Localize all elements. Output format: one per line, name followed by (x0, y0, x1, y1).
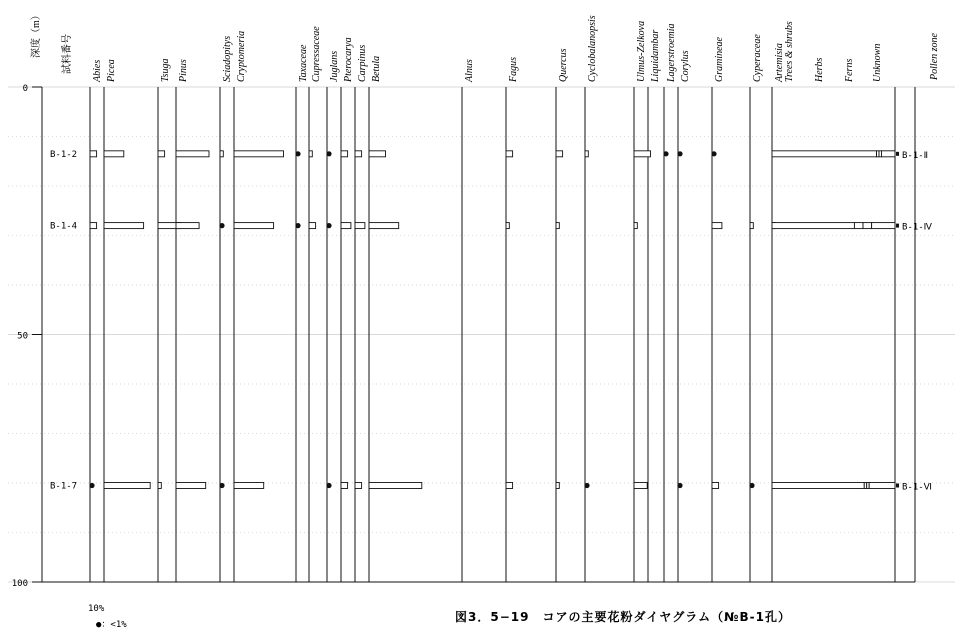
pollen-bar (158, 151, 165, 157)
pollen-zone-label: B-1-Ⅱ (902, 150, 929, 161)
taxon-header: Sciadopitys (222, 35, 233, 82)
depth-tick-label: 0 (22, 84, 28, 94)
pollen-bar (309, 151, 312, 157)
summary-header: Ferns (844, 58, 855, 82)
pollen-bar (341, 151, 348, 157)
taxon-header: Tsuga (160, 58, 171, 82)
pollen-bar (506, 223, 509, 229)
label-layer (12, 15, 933, 589)
taxon-header: Fagus (508, 57, 519, 82)
trace-dot (677, 483, 682, 488)
trace-dot (219, 483, 224, 488)
summary-segment (863, 223, 872, 229)
pollen-bar (309, 223, 316, 229)
summary-segment (854, 223, 863, 229)
taxon-header: Pinus (178, 59, 189, 82)
pollen-bar (104, 151, 124, 157)
sample-id: B-1-2 (50, 149, 78, 160)
pollen-bar (585, 151, 588, 157)
pollen-zone-label: B-1-Ⅵ (902, 482, 932, 493)
zone-marker (896, 483, 899, 487)
pollen-bar (355, 151, 362, 157)
pollen-bar (341, 482, 348, 488)
trace-legend: ●：<1% (96, 620, 127, 630)
trace-dot (326, 151, 331, 156)
taxon-header: Artemisia (774, 43, 785, 82)
taxon-header: Pterocarya (343, 37, 354, 82)
trace-dot (326, 483, 331, 488)
taxon-header: Quercus (558, 48, 569, 82)
pollen-bar (355, 223, 365, 229)
summary-segment (869, 482, 895, 488)
summary-header: Trees & shrubs (784, 21, 795, 82)
pollen-bar (176, 482, 206, 488)
pollen-bar (234, 482, 264, 488)
sample-axis-label: 試料番号 (62, 34, 73, 74)
grid-layer (8, 87, 955, 582)
pollen-bar (556, 482, 559, 488)
pollen-bar (90, 151, 97, 157)
taxon-header: Corylus (680, 50, 691, 82)
pollen-bar (176, 223, 199, 229)
pollen-bar (506, 482, 513, 488)
pollen-bar (750, 223, 753, 229)
pollen-bar (104, 482, 150, 488)
pollen-bar (369, 151, 386, 157)
pollen-bar (556, 223, 559, 229)
pollen-bar (220, 151, 223, 157)
taxon-header: Gramineae (714, 37, 725, 82)
pollen-bar (634, 482, 647, 488)
pollen-bar (341, 223, 351, 229)
taxon-header: Juglans (329, 50, 340, 82)
summary-header: Unknown (872, 43, 883, 82)
trace-dot (711, 151, 716, 156)
pollen-bar (712, 223, 722, 229)
taxon-header: Liquidambar (650, 29, 661, 82)
pollen-zone-label: B-1-Ⅳ (902, 222, 932, 233)
taxon-header: Carpinus (357, 44, 368, 82)
pollen-bar (369, 482, 422, 488)
pollen-bar (104, 223, 144, 229)
pollen-bar (234, 151, 284, 157)
taxon-header: Picea (106, 59, 117, 82)
depth-tick-label: 100 (11, 579, 28, 589)
pollen-bar (506, 151, 513, 157)
summary-segment (872, 223, 895, 229)
trace-dot (295, 223, 300, 228)
taxon-header: Cyperaceae (752, 34, 763, 82)
pollen-bar (90, 223, 97, 229)
taxon-header: Cupressaceae (311, 26, 322, 82)
pollen-bar (234, 223, 274, 229)
trace-dot (295, 151, 300, 156)
taxon-header: Alnus (464, 59, 475, 82)
taxon-header: Cryptomeria (236, 30, 247, 82)
pollen-bar (634, 151, 651, 157)
trace-dot (219, 223, 224, 228)
summary-header: Herbs (814, 57, 825, 82)
scale-label: 10% (88, 604, 105, 614)
summary-segment (772, 482, 864, 488)
figure-caption: 図3．5−19 コアの主要花粉ダイヤグラム（№B-1孔） (455, 610, 792, 624)
zone-marker (896, 152, 899, 156)
pollen-bar (556, 151, 563, 157)
pollen-bar (369, 223, 399, 229)
pollen-zone-header: Pollen zone (929, 33, 940, 80)
summary-segment (772, 223, 854, 229)
trace-dot (663, 151, 668, 156)
summary-segment (881, 151, 895, 157)
sample-id: B-1-7 (50, 481, 78, 492)
trace-dot (677, 151, 682, 156)
pollen-bar (355, 482, 362, 488)
depth-axis-label: 深度（m） (31, 10, 42, 58)
pollen-bar (176, 151, 209, 157)
taxon-header: Abies (92, 59, 103, 82)
zone-marker (896, 224, 899, 228)
taxon-header: Cyclobalanopsis (587, 15, 598, 82)
summary-segment (772, 151, 877, 157)
taxon-header: Ulmus-Zelkova (636, 20, 647, 82)
pollen-bar (158, 482, 161, 488)
trace-dot (749, 483, 754, 488)
sample-id: B-1-4 (50, 221, 78, 232)
bar-layer (89, 151, 899, 489)
taxon-header: Betula (371, 55, 382, 82)
trace-dot (89, 483, 94, 488)
taxon-header: Lagerstroemia (666, 23, 677, 82)
trace-dot (584, 483, 589, 488)
depth-tick-label: 50 (17, 331, 28, 342)
taxon-header: Taxaceae (298, 44, 309, 82)
pollen-bar (712, 482, 719, 488)
pollen-bar (634, 223, 637, 229)
trace-dot (326, 223, 331, 228)
